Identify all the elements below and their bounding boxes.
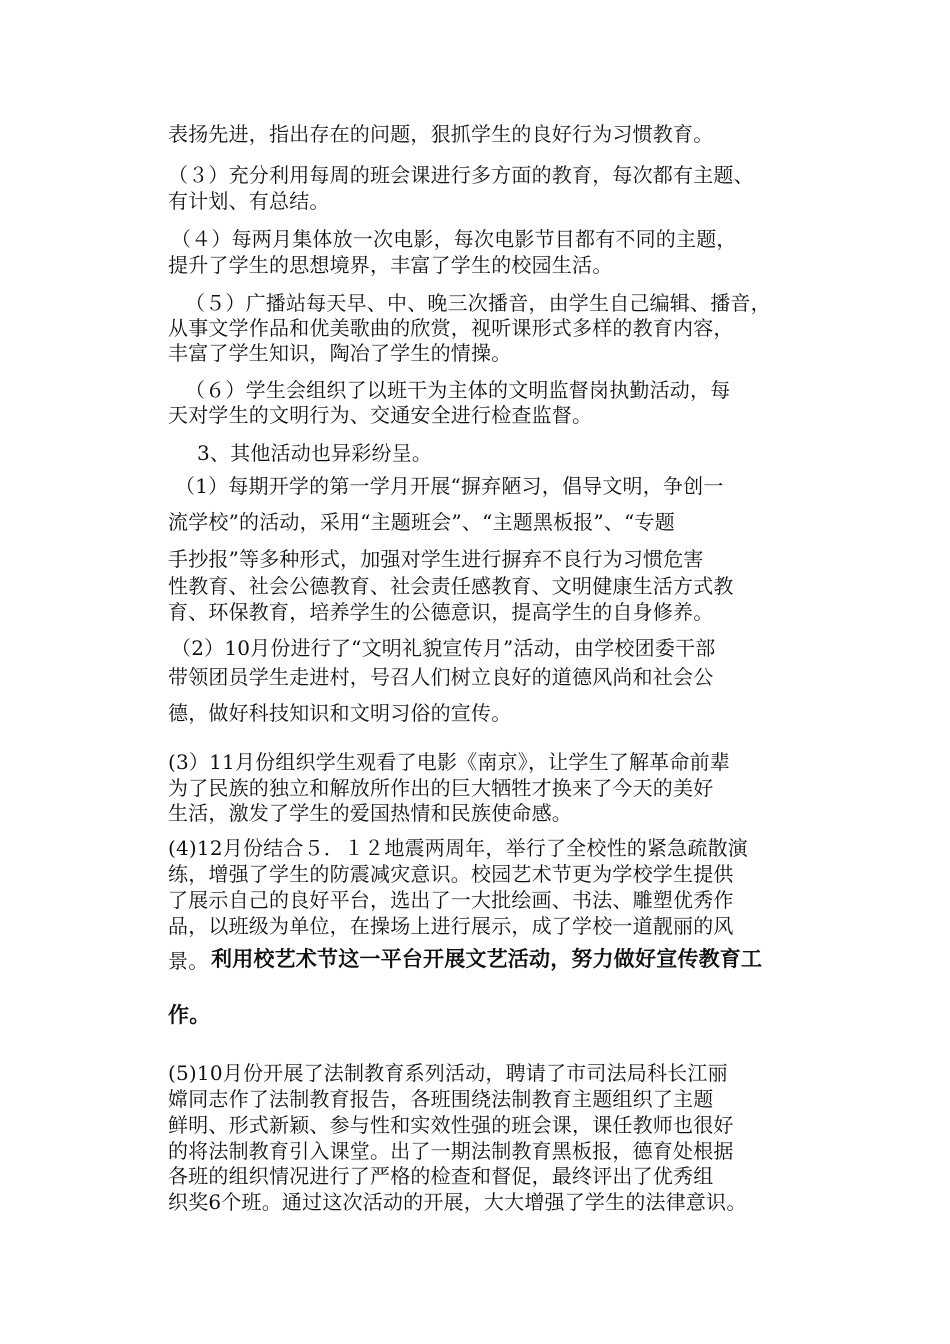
text-line: (5)10月份开展了法制教育系列活动，聘请了市司法局科长江丽 xyxy=(168,1061,728,1085)
text-line: 手抄报”等多种形式，加强对学生进行摒弃不良行为习惯危害 xyxy=(168,547,704,571)
text-line: 有计划、有总结。 xyxy=(168,189,330,213)
text-line: 从事文学作品和优美歌曲的欣赏，视听课形式多样的教育内容， xyxy=(168,316,734,340)
text-line: 嫦同志作了法制教育报告，各班围绕法制教育主题组织了主题 xyxy=(168,1087,714,1111)
text-line: （1）每期开学的第一学月开展“摒弃陋习，倡导文明，争创一 xyxy=(175,474,724,498)
text-line: （５）广播站每天早、中、晚三次播音，由学生自己编辑、播音， xyxy=(185,291,771,315)
text-line: 练，增强了学生的防震减灾意识。校园艺术节更为学校学生提供 xyxy=(168,862,734,886)
text-line: 带领团员学生走进村，号召人们树立良好的道德风尚和社会公 xyxy=(168,665,714,689)
text-line: 表扬先进，指出存在的问题，狠抓学生的良好行为习惯教育。 xyxy=(168,122,714,146)
text-line: 鲜明、形式新颖、参与性和实效性强的班会课，课任教师也很好 xyxy=(168,1113,734,1137)
text-line: 天对学生的文明行为、交通安全进行检查监督。 xyxy=(168,403,593,427)
text-line: （2）10月份进行了“文明礼貌宣传月”活动，由学校团委干部 xyxy=(171,636,716,660)
text-line: （３）充分利用每周的班会课进行多方面的教育，每次都有主题、 xyxy=(168,163,754,187)
text-line: (3）11月份组织学生观看了电影《南京》，让学生了解革命前辈 xyxy=(168,750,730,774)
text-line: (4)12月份结合５．１２地震两周年，举行了全校性的紧急疏散演 xyxy=(168,836,748,860)
text-line: 了展示自己的良好平台，选出了一大批绘画、书法、雕塑优秀作 xyxy=(168,888,734,912)
text-line: 景。 xyxy=(168,949,209,973)
text-line: （６）学生会组织了以班干为主体的文明监督岗执勤活动，每 xyxy=(185,378,731,402)
text-line: 提升了学生的思想境界，丰富了学生的校园生活。 xyxy=(168,253,613,277)
text-line: 德，做好科技知识和文明习俗的宣传。 xyxy=(168,701,512,725)
text-line: 各班的组织情况进行了严格的检查和督促，最终评出了优秀组 xyxy=(168,1164,714,1188)
text-line: 育、环保教育，培养学生的公德意识，提高学生的自身修养。 xyxy=(168,600,714,624)
text-line: （４）每两月集体放一次电影，每次电影节目都有不同的主题， xyxy=(171,227,737,251)
text-line: 为了民族的独立和解放所作出的巨大牺牲才换来了今天的美好 xyxy=(168,776,714,800)
text-line: 品，以班级为单位，在操场上进行展示，成了学校一道靓丽的风 xyxy=(168,914,734,938)
text-line: 丰富了学生知识，陶冶了学生的情操。 xyxy=(168,341,512,365)
text-line: 织奖6个班。通过这次活动的开展，大大增强了学生的法律意识。 xyxy=(168,1190,747,1214)
text-line: 作。 xyxy=(168,1003,211,1027)
text-line: 利用校艺术节这一平台开展文艺活动，努力做好宣传教育工 xyxy=(211,947,763,971)
text-line: 3、其他活动也异彩纷呈。 xyxy=(197,441,433,465)
text-line: 的将法制教育引入课堂。出了一期法制教育黑板报，德育处根据 xyxy=(168,1139,734,1163)
text-line: 性教育、社会公德教育、社会责任感教育、文明健康生活方式教 xyxy=(168,574,734,598)
text-line: 流学校”的活动，采用“主题班会”、“主题黑板报”、“专题 xyxy=(168,510,675,534)
text-line: 生活，激发了学生的爱国热情和民族使命感。 xyxy=(168,801,572,825)
